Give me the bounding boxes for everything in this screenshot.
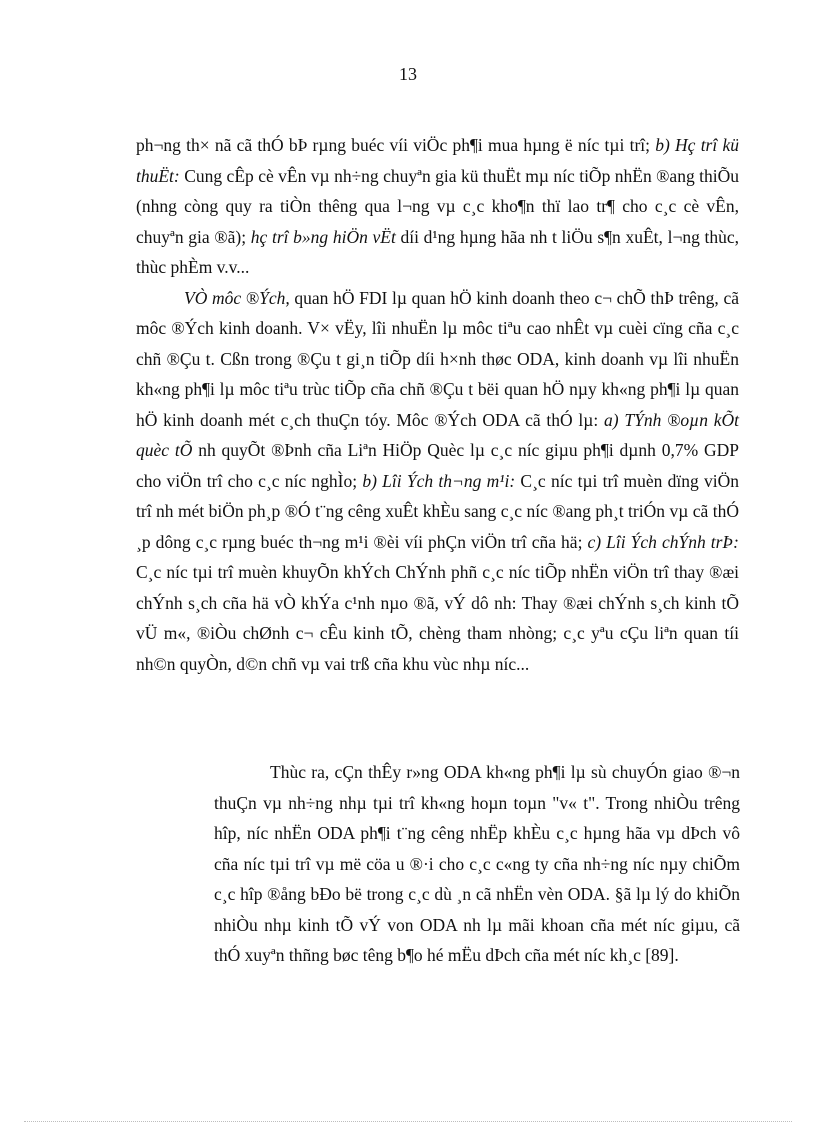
paragraph-2-text-3: C¸c níc tµi trî muèn dïng viÖn trî nh mét biÖn ph¸p ®Ó t¨ng cêng xuÊt khÈu sang c¸c níc ®ang ph¸t triÓn vµ cã thÓ ¸p dông c¸c rµng buéc th¬ng m¹i ®èi víi phÇn viÖn trî cña hä; [136, 470, 739, 552]
paragraph-1-text-1: ph¬ng th× nã cã thÓ bÞ rµng buéc víi viÖc ph¶i mua hµng ë níc tµi trî; [136, 135, 656, 155]
paragraph-2-italic-3: b) Lîi Ých th¬ng m¹i: [362, 470, 516, 491]
paragraph-2 [136, 283, 739, 680]
page-number: 13 [399, 64, 417, 84]
paragraph-1 [136, 130, 739, 283]
paragraph-2-italic-4: c) Lîi Ých chÝnh trÞ: [587, 531, 739, 552]
block-quote [214, 757, 740, 971]
page-bottom-divider [24, 1121, 792, 1122]
paragraph-1-italic-1: b) Hç trî kü thuËt: [136, 135, 739, 186]
paragraph-2-italic-2: a) TÝnh ®oµn kÕt quèc tÕ [136, 409, 739, 460]
paragraph-1-text-3: díi d¹ng hµng hãa nh t liÖu s¶n xuÊt, l¬ng thùc, thùc phÈm v.v... [136, 226, 739, 277]
paragraph-2-text-4: C¸c níc tµi trî muèn khuyÕn khÝch ChÝnh phñ c¸c níc tiÕp nhËn viÖn trî thay ®æi chÝnh s¸ch cña hä vÒ khÝa c¹nh nµo ®ã, vÝ dô nh: Thay ®æi chÝnh s¸ch kinh tÕ vÜ m«, ®iÒu chØnh c¬ cÊu kinh tÕ, chèng tham nhòng; c¸c yªu cÇu liªn quan tíi nh©n quyÒn, d©n chñ vµ vai trß cña khu vùc nhµ níc... [136, 562, 739, 674]
paragraph-1-italic-2: hç trî b»ng hiÖn vËt [250, 226, 396, 247]
paragraph-2-text-1: quan hÖ FDI lµ quan hÖ kinh doanh theo c¬ chÕ thÞ trêng, cã môc ®Ých kinh doanh. V× vËy, lîi nhuËn lµ môc tiªu cao nhÊt vµ cuèi cïng cña c¸c chñ ®Çu t. Cßn trong ®Çu t gi¸n tiÕp díi h×nh thøc ODA, kinh doanh vµ lîi nhuËn kh«ng ph¶i lµ môc tiªu trùc tiÕp cña chñ ®Çu t bëi quan hÖ nµy kh«ng ph¶i lµ quan hÖ kinh doanh mét c¸ch thuÇn tóy. Môc ®Ých ODA cã thÓ lµ: [136, 287, 739, 430]
paragraph-2-text-2: nh quyÕt ®Þnh cña Liªn HiÖp Quèc lµ c¸c níc giµu ph¶i dµnh 0,7% GDP cho viÖn trî cho c¸c níc nghÌo; [136, 440, 739, 491]
quote-paragraph: Thùc ra, cÇn thÊy r»ng ODA kh«ng ph¶i lµ sù chuyÓn giao ®¬n thuÇn vµ nh÷ng nhµ tµi trî kh«ng hoµn toµn "v« t". Trong nhiÒu trêng hîp, níc nhËn ODA ph¶i t¨ng cêng nhËp khÈu c¸c hµng hãa vµ dÞch vô cña níc tµi trî vµ më cöa u ®·i cho c¸c c«ng ty cña nh÷ng níc nµy chiÕm c¸c hîp ®ång bÐo bë trong c¸c dù ¸n cã nhËn vèn ODA. §ã lµ lý do khiÕn nhiÒu nhµ kinh tÕ vÝ von ODA nh lµ mãi khoan cña mét níc giµu, cã thÓ xuyªn thñng bøc têng b¶o hé mËu dÞch cña mét níc kh¸c [89]. [214, 762, 740, 965]
body-text [136, 130, 739, 679]
paragraph-2-italic-1: VÒ môc ®Ých, [184, 287, 290, 308]
paragraph-1-text-2: Cung cÊp cè vÊn vµ nh÷ng chuyªn gia kü thuËt mµ níc tiÕp nhËn ®ang thiÕu (nhng còng quy ra tiÒn thêng qua l¬ng vµ c¸c kho¶n thï lao tr¶ cho c¸c cè vÊn, chuyªn gia ®ã); [136, 165, 739, 247]
